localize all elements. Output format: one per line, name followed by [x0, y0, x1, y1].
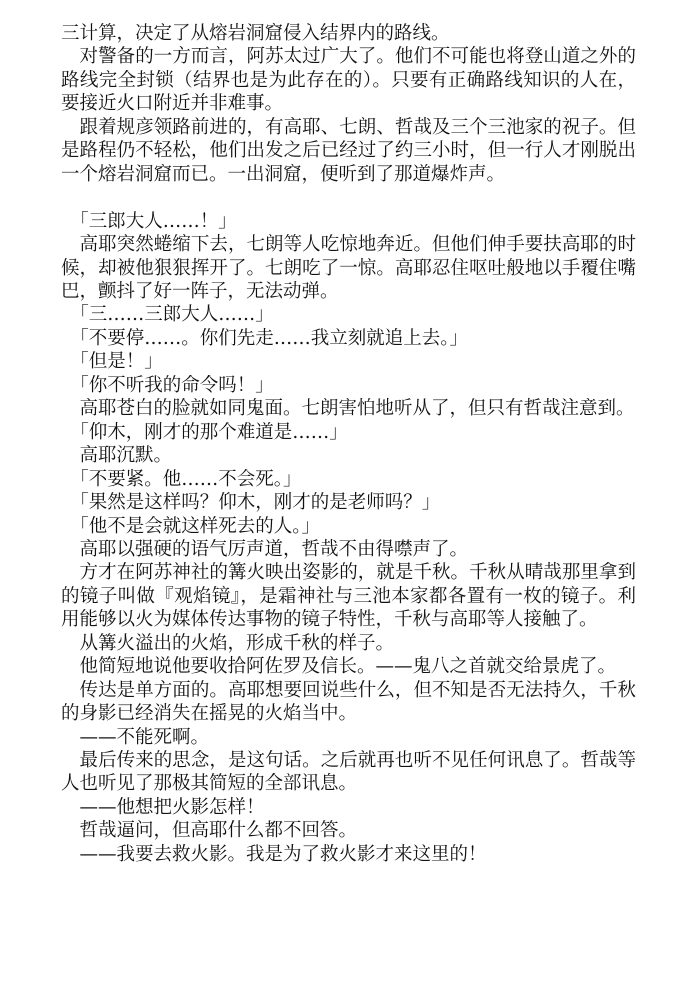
dialogue-line: 「但是！」 — [61, 351, 163, 373]
dialogue-line: 「仰木，刚才的那个难道是……」 — [61, 421, 348, 443]
paragraph: 高耶以强硬的语气厉声道，哲哉不由得噤声了。 — [61, 538, 469, 560]
dialogue-line: 「你不听我的命令吗！」 — [61, 374, 274, 396]
paragraph: 高耶苍白的脸就如同鬼面。七朗害怕地听从了，但只有哲哉注意到。 — [61, 398, 635, 420]
dialogue-line: 「他不是会就这样死去的人。」 — [61, 515, 321, 537]
dialogue-line: 「三郎大人……！」 — [61, 210, 237, 232]
inner-thought-line: ——他想把火影怎样！ — [61, 796, 265, 818]
paragraph: 方才在阿苏神社的篝火映出姿影的，就是千秋。千秋从晴哉那里拿到的镜子叫做『观焰镜』，是霜神社与三池本家都各置有一枚的镜子。利用能够以火为媒体传达事物的镜子特性，千秋与高耶等人接触了。 — [61, 562, 636, 631]
paragraph: 对警备的一方而言，阿苏太过广大了。他们不可能也将登山道之外的路线完全封锁（结界也是为此存在的）。只要有正确路线知识的人在，要接近火口附近并非难事。 — [61, 46, 636, 115]
paragraph: 最后传来的思念，是这句话。之后就再也听不见任何讯息了。哲哉等人也听见了那极其简短的全部讯息。 — [61, 750, 636, 795]
scene-break — [61, 186, 636, 209]
paragraph: 哲哉逼问，但高耶什么都不回答。 — [61, 820, 358, 842]
paragraph: 他简短地说他要收拾阿佐罗及信长。——鬼八之首就交给景虎了。 — [61, 656, 617, 678]
dialogue-line: 「不要紧。他……不会死。」 — [61, 468, 302, 490]
paragraph: 高耶突然蜷缩下去，七朗等人吃惊地奔近。但他们伸手要扶高耶的时候，却被他狠狠挥开了。七朗吃了一惊。高耶忍住呕吐般地以手覆住嘴巴，颤抖了好一阵子，无法动弹。 — [61, 234, 636, 302]
dialogue-line: 「三……三郎大人……」 — [61, 304, 274, 326]
paragraph: 传达是单方面的。高耶想要回说些什么，但不知是否无法持久，千秋的身影已经消失在摇晃的火焰当中。 — [61, 679, 636, 725]
dialogue-line: 「不要停……。你们先走……我立刻就追上去。」 — [61, 327, 469, 349]
paragraph: 三计算，决定了从熔岩洞窟侵入结界内的路线。 — [61, 23, 450, 44]
paragraph: 高耶沉默。 — [61, 445, 173, 467]
dialogue-line: 「果然是这样吗？仰木，刚才的是老师吗？」 — [61, 492, 441, 514]
paragraph: 跟着规彦领路前进的，有高耶、七朗、哲哉及三个三池家的祝子。但是路程仍不轻松，他们出发之后已经过了约三小时，但一行人才刚脱出一个熔岩洞窟而已。一出洞窟，便听到了那道爆炸声。 — [61, 116, 636, 185]
inner-thought-line: ——我要去救火影。我是为了救火影才来这里的！ — [61, 843, 487, 865]
novel-page — [61, 22, 636, 866]
paragraph: 从篝火溢出的火焰，形成千秋的样子。 — [61, 632, 395, 654]
inner-thought-line: ——不能死啊。 — [61, 726, 210, 748]
